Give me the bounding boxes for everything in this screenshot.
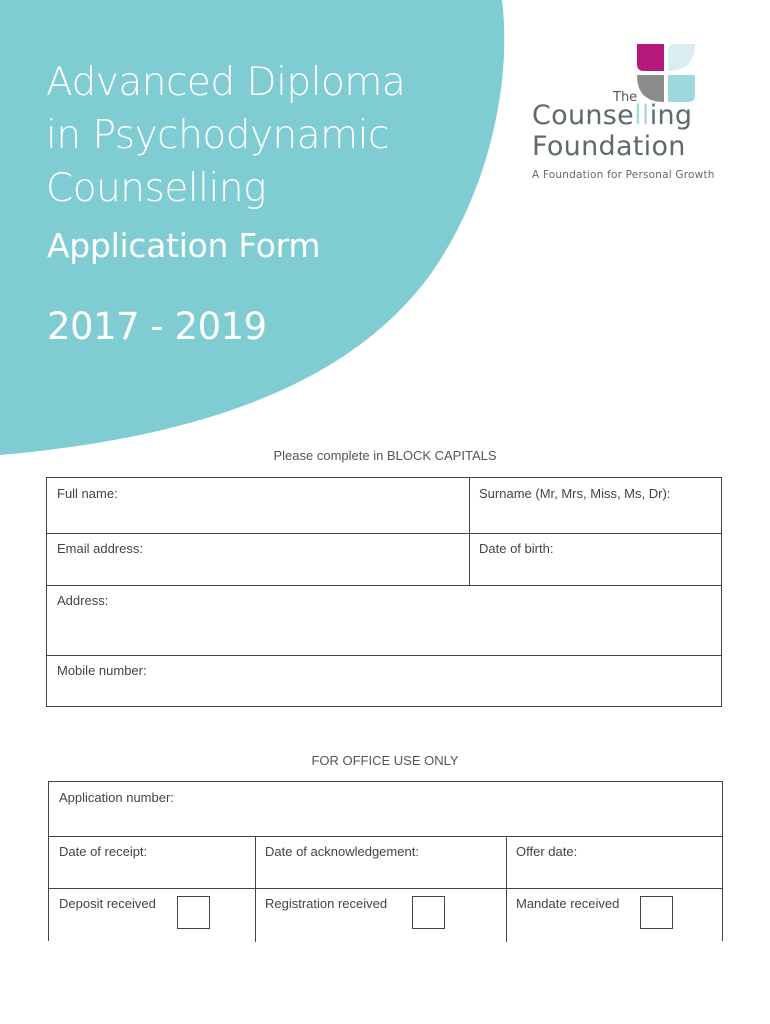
logo-name-part-1: Counse bbox=[532, 100, 635, 131]
logo-name-line-1 bbox=[532, 100, 692, 131]
butterfly-logo-icon bbox=[636, 43, 696, 103]
applicant-details-form bbox=[46, 477, 722, 707]
logo-name-part-2: ing bbox=[649, 100, 693, 131]
offer-date-label: Offer date: bbox=[516, 844, 578, 859]
date-of-acknowledgement-label: Date of acknowledgement: bbox=[265, 844, 419, 859]
surname-field[interactable] bbox=[469, 478, 721, 533]
mobile-number-field[interactable] bbox=[47, 655, 721, 705]
date-of-receipt-field[interactable] bbox=[49, 836, 255, 888]
registration-received-checkbox[interactable] bbox=[412, 896, 445, 929]
deposit-received-label: Deposit received bbox=[59, 896, 156, 911]
mandate-received-checkbox[interactable] bbox=[640, 896, 673, 929]
application-number-field[interactable] bbox=[49, 782, 722, 836]
registration-received-label: Registration received bbox=[265, 896, 388, 911]
logo-name-line-2: Foundation bbox=[532, 131, 686, 162]
course-title-line-2: in Psychodynamic bbox=[46, 113, 389, 158]
office-use-form bbox=[48, 781, 723, 941]
logo-name-highlight: ll bbox=[634, 100, 650, 131]
email-field[interactable] bbox=[47, 533, 469, 585]
date-of-birth-label: Date of birth: bbox=[479, 541, 554, 556]
course-title-line-3: Counselling bbox=[46, 166, 266, 211]
email-label: Email address: bbox=[57, 541, 143, 556]
logo-the: The bbox=[613, 90, 638, 105]
surname-label: Surname (Mr, Mrs, Miss, Ms, Dr): bbox=[479, 486, 671, 501]
course-years: 2017 - 2019 bbox=[47, 305, 267, 348]
date-of-acknowledgement-field[interactable] bbox=[255, 836, 506, 888]
full-name-label: Full name: bbox=[57, 486, 118, 501]
date-of-receipt-label: Date of receipt: bbox=[59, 844, 148, 859]
office-use-heading: FOR OFFICE USE ONLY bbox=[311, 753, 459, 768]
deposit-received-field bbox=[49, 888, 255, 942]
full-name-field[interactable] bbox=[47, 478, 469, 533]
block-capitals-instruction: Please complete in BLOCK CAPITALS bbox=[273, 448, 497, 463]
course-title-line-1: Advanced Diploma bbox=[46, 60, 406, 105]
registration-received-field bbox=[255, 888, 506, 942]
mandate-received-field bbox=[506, 888, 722, 942]
course-title bbox=[46, 56, 405, 215]
counselling-foundation-logo bbox=[520, 40, 740, 190]
mobile-number-label: Mobile number: bbox=[57, 663, 147, 678]
deposit-received-checkbox[interactable] bbox=[177, 896, 210, 929]
offer-date-field[interactable] bbox=[506, 836, 722, 888]
application-number-label: Application number: bbox=[59, 790, 174, 805]
mandate-received-label: Mandate received bbox=[516, 896, 620, 911]
address-label: Address: bbox=[57, 593, 109, 608]
logo-tagline: A Foundation for Personal Growth bbox=[532, 169, 715, 181]
form-subtitle: Application Form bbox=[47, 226, 321, 265]
address-field[interactable] bbox=[47, 585, 721, 655]
date-of-birth-field[interactable] bbox=[469, 533, 721, 585]
